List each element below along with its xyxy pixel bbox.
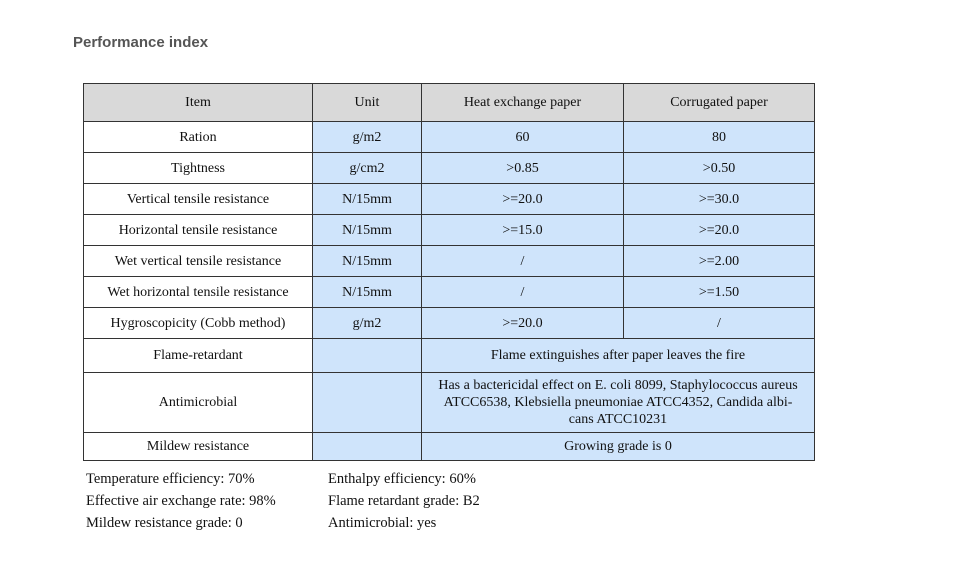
table-row (84, 153, 815, 184)
table-row-antimicrobial (84, 373, 815, 433)
note-air-exchange-rate: Effective air exchange rate: 98% (86, 493, 276, 509)
item-cell: Vertical tensile resistance (84, 184, 313, 215)
table-header-row (84, 84, 815, 122)
item-cell: Flame-retardant (84, 339, 313, 373)
notes-right (328, 468, 480, 534)
heat-exchange-value: / (422, 246, 624, 277)
unit-cell: N/15mm (313, 215, 422, 246)
table-row (84, 308, 815, 339)
table-row (84, 277, 815, 308)
unit-cell (313, 433, 422, 461)
antimicrobial-value: Has a bactericidal effect on E. coli 8099, Staphylococcus aureus ATCC6538, Klebsiella pneumoniae ATCC4352, Candida albi-cans ATCC10231 (422, 373, 815, 433)
table-row-mildew-resistance (84, 433, 815, 461)
unit-cell (313, 339, 422, 373)
unit-cell: g/m2 (313, 308, 422, 339)
corrugated-value: / (624, 308, 815, 339)
header-corrugated-paper: Corrugated paper (624, 84, 815, 122)
item-cell: Wet horizontal tensile resistance (84, 277, 313, 308)
performance-table (83, 83, 815, 461)
header-item: Item (84, 84, 313, 122)
corrugated-value: >=20.0 (624, 215, 815, 246)
unit-cell: g/m2 (313, 122, 422, 153)
table-row (84, 246, 815, 277)
note-temperature-efficiency: Temperature efficiency: 70% (86, 471, 255, 487)
unit-cell (313, 373, 422, 433)
heat-exchange-value: >=15.0 (422, 215, 624, 246)
item-cell: Hygroscopicity (Cobb method) (84, 308, 313, 339)
heat-exchange-value: / (422, 277, 624, 308)
note-enthalpy-efficiency: Enthalpy efficiency: 60% (328, 471, 476, 487)
table-row (84, 184, 815, 215)
item-cell: Wet vertical tensile resistance (84, 246, 313, 277)
table-row (84, 122, 815, 153)
mildew-resistance-value: Growing grade is 0 (422, 433, 815, 461)
heat-exchange-value: >0.85 (422, 153, 624, 184)
header-unit: Unit (313, 84, 422, 122)
item-cell: Ration (84, 122, 313, 153)
corrugated-value: >=30.0 (624, 184, 815, 215)
unit-cell: g/cm2 (313, 153, 422, 184)
notes-left (86, 468, 276, 534)
item-cell: Tightness (84, 153, 313, 184)
note-mildew-grade: Mildew resistance grade: 0 (86, 515, 243, 531)
corrugated-value: >=2.00 (624, 246, 815, 277)
table-row-flame-retardant (84, 339, 815, 373)
corrugated-value: >=1.50 (624, 277, 815, 308)
heat-exchange-value: 60 (422, 122, 624, 153)
item-cell: Mildew resistance (84, 433, 313, 461)
item-cell: Horizontal tensile resistance (84, 215, 313, 246)
header-heat-exchange-paper: Heat exchange paper (422, 84, 624, 122)
unit-cell: N/15mm (313, 246, 422, 277)
heat-exchange-value: >=20.0 (422, 184, 624, 215)
heat-exchange-value: >=20.0 (422, 308, 624, 339)
note-antimicrobial: Antimicrobial: yes (328, 515, 437, 531)
page-title: Performance index (73, 34, 209, 51)
unit-cell: N/15mm (313, 277, 422, 308)
corrugated-value: 80 (624, 122, 815, 153)
table-row (84, 215, 815, 246)
corrugated-value: >0.50 (624, 153, 815, 184)
note-flame-retardant-grade: Flame retardant grade: B2 (328, 493, 480, 509)
item-cell: Antimicrobial (84, 373, 313, 433)
unit-cell: N/15mm (313, 184, 422, 215)
flame-retardant-value: Flame extinguishes after paper leaves the fire (422, 339, 815, 373)
